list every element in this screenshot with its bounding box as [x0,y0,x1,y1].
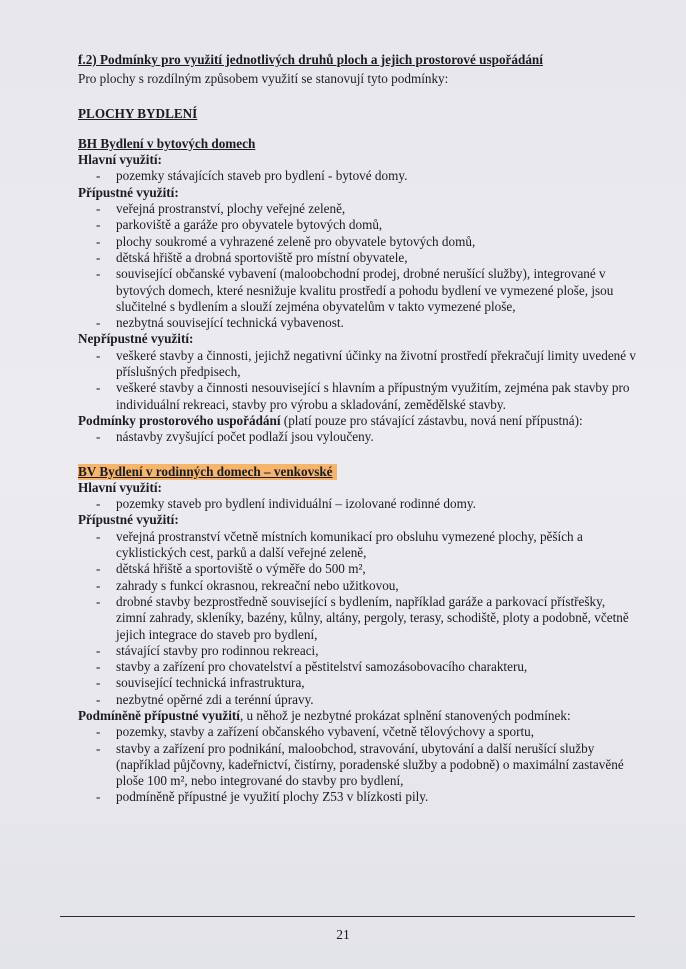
section-intro: Pro plochy s rozdílným způsobem využití se stanovují tyto podmínky: [78,71,449,87]
list-item: - veškeré stavby a činnosti nesouvisející s hlavním a přípustným využitím, zejména pak stavby pro individuální rekreaci, stavby pro výrobu a skladování, zemědělské stavby. [78,380,638,413]
list-item: - pozemky stávajících staveb pro bydlení - bytové domy. [78,168,638,184]
section-title: f.2) Podmínky pro využití jednotlivých druhů ploch a jejich prostorové uspořádání [78,52,543,67]
page-content [78,52,638,806]
bv-main-use-label: Hlavní využití: [78,479,162,495]
bh-main-use-label: Hlavní využití: [78,152,162,168]
list-item: - související technická infrastruktura, [78,675,638,691]
list-item: - pozemky staveb pro bydlení individuální – izolované rodinné domy. [78,496,638,512]
bv-permitted-label: Přípustné využití: [78,512,179,528]
bh-spatial-label: Podmínky prostorového uspořádání [78,412,281,428]
bv-permitted-list [78,529,638,708]
bh-main-use-list [78,168,638,184]
page-number: 21 [336,927,350,942]
list-item: - plochy soukromé a vyhrazené zeleně pro obyvatele bytových domů, [78,234,638,250]
list-item: - dětská hřiště a sportoviště o výměře do 500 m², [78,561,638,577]
bv-conditional-conditions [78,708,638,724]
list-item: - nezbytné opěrné zdi a terénní úpravy. [78,692,638,708]
list-item: - nezbytná související technická vybavenost. [78,315,638,331]
bh-section [78,136,638,446]
bh-permitted-list [78,201,638,331]
bh-forbidden-label: Nepřípustné využití: [78,331,194,347]
bh-spatial-conditions [78,413,638,429]
list-item: - stávající stavby pro rodinnou rekreaci, [78,643,638,659]
bv-main-use-list [78,496,638,512]
list-item: - zahrady s funkcí okrasnou, rekreační nebo užitkovou, [78,578,638,594]
category-heading: PLOCHY BYDLENÍ [78,105,198,121]
list-item: - parkoviště a garáže pro obyvatele bytových domů, [78,217,638,233]
bh-spatial-note: (platí pouze pro stávající zástavbu, nová není přípustná): [280,412,583,428]
list-item: - veřejná prostranství, plochy veřejné zeleně, [78,201,638,217]
bv-conditional-list [78,724,638,805]
bh-permitted-label: Přípustné využití: [78,184,179,200]
list-item: - stavby a zařízení pro podnikání, maloobchod, stravování, ubytování a další nerušící služby (například půjčovny, kadeřnictví, čistírny, poradenské služby a podobně) o maximální zastavěné ploše 100 m², nebo integrované do stavby pro bydlení, [78,741,638,790]
bh-forbidden-list [78,348,638,413]
bv-section [78,464,638,806]
bh-title: BH Bydlení v bytových domech [78,135,256,151]
footer-divider [60,916,635,917]
bv-conditional-note: , u něhož je nezbytné prokázat splnění stanovených podmínek: [239,707,571,723]
list-item: - drobné stavby bezprostředně související s bydlením, například garáže a parkovací přístřešky, zimní zahrady, skleníky, bazény, kůlny, altány, pergoly, terasy, schodiště, ploty a podobně, včetně jejich integrace do staveb pro bydlení, [78,594,638,643]
list-item: - stavby a zařízení pro chovatelství a pěstitelství samozásobovacího charakteru, [78,659,638,675]
bv-conditional-label: Podmíněně přípustné využití [78,707,240,723]
bh-spatial-list [78,429,638,445]
list-item: - podmíněně přípustné je využití plochy Z53 v blízkosti pily. [78,789,638,805]
list-item: - veškeré stavby a činnosti, jejichž negativní účinky na životní prostředí překračují limity uvedené v příslušných předpisech, [78,348,638,381]
list-item: - pozemky, stavby a zařízení občanského vybavení, včetně tělovýchovy a sportu, [78,724,638,740]
list-item: - dětská hřiště a drobná sportoviště pro místní obyvatele, [78,250,638,266]
list-item: - nástavby zvyšující počet podlaží jsou vyloučeny. [78,429,638,445]
bv-title: BV Bydlení v rodinných domech – venkovské [78,464,337,480]
list-item: - veřejná prostranství včetně místních komunikací pro obsluhu vymezené plochy, pěších a cyklistických cest, parků a další veřejné zeleně, [78,529,638,562]
list-item: - související občanské vybavení (maloobchodní prodej, drobné nerušící služby), integrované v bytových domech, které nesnižuje kvalitu prostředí a pohodu bydlení ve vymezené ploše, jsou slučitelné s bydlením a slouží zejména obyvatelům v takto vymezené ploše, [78,266,638,315]
